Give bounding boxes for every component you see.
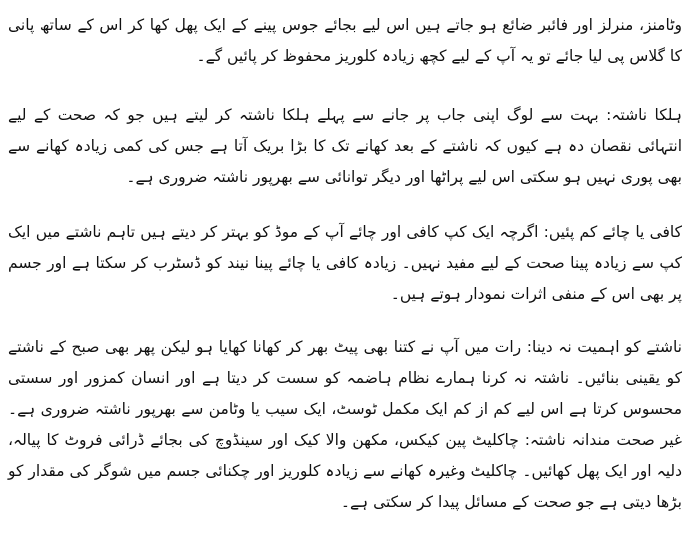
paragraph-vitamins: وٹامنز، منرلز اور فائبر ضائع ہو جاتے ہیں اس لیے بجائے جوس پینے کے ایک پھل کھا کر اس کے ساتھ پانی کا گلاس پی لیا جائے تو یہ آپ کے لیے کچھ زیادہ کلوریز محفوظ کر پائیں گے۔ <box>8 16 682 65</box>
paragraph-light-breakfast: ہلکا ناشتہ: بہت سے لوگ اپنی جاب پر جانے سے پہلے ہلکا ناشتہ کر لیتے ہیں جو کہ صحت کے لیے انتہائی نقصان دہ ہے کیوں کہ ناشتے کے بعد کھانے تک کا بڑا بریک آتا ہے جس کی کمی زیادہ کھانے سے بھی پوری نہیں ہو سکتی اس لیے پراٹھا اور دیگر توانائی سے بھرپور ناشتہ ضروری ہے۔ <box>8 106 682 186</box>
paragraph-coffee-tea: کافی یا چائے کم پئیں: اگرچہ ایک کپ کافی اور چائے آپ کے موڈ کو بہتر کر دیتے ہیں تاہم ناشتے میں ایک کپ سے زیادہ پینا صحت کے لیے مفید نہیں۔ زیادہ کافی یا چائے پینا نیند کو ڈسٹرب کر سکتا ہے اور جسم پر بھی اس کے منفی اثرات نمودار ہوتے ہیں۔ <box>8 223 682 303</box>
paragraph-skipping-breakfast: ناشتے کو اہمیت نہ دینا: رات میں آپ نے کتنا بھی پیٹ بھر کر کھانا کھایا ہو لیکن پھر بھی صبح کے ناشتے کو یقینی بنائیں۔ ناشتہ نہ کرنا ہمارے نظام ہاضمہ کو سست کر دیتا ہے اور انسان کمزور اور سستی محسوس کرتا ہے اس لیے کم از کم ایک مکمل ٹوسٹ، ایک سیب یا وٹامن سے بھرپور ناشتہ ضروری ہے۔ غیر صحت مندانہ ناشتہ: چاکلیٹ پین کیکس، مکھن والا کیک اور سینڈوچ کی بجائے ڈرائی فروٹ کا پیالہ، دلیہ اور ایک پھل کھائیں۔ چاکلیٹ وغیرہ کھانے سے زیادہ کلوریز اور چکنائی جسم میں شوگر کی مقدار کو بڑھا دیتی ہے جو صحت کے مسائل پیدا کر سکتی ہے۔ <box>8 338 682 511</box>
